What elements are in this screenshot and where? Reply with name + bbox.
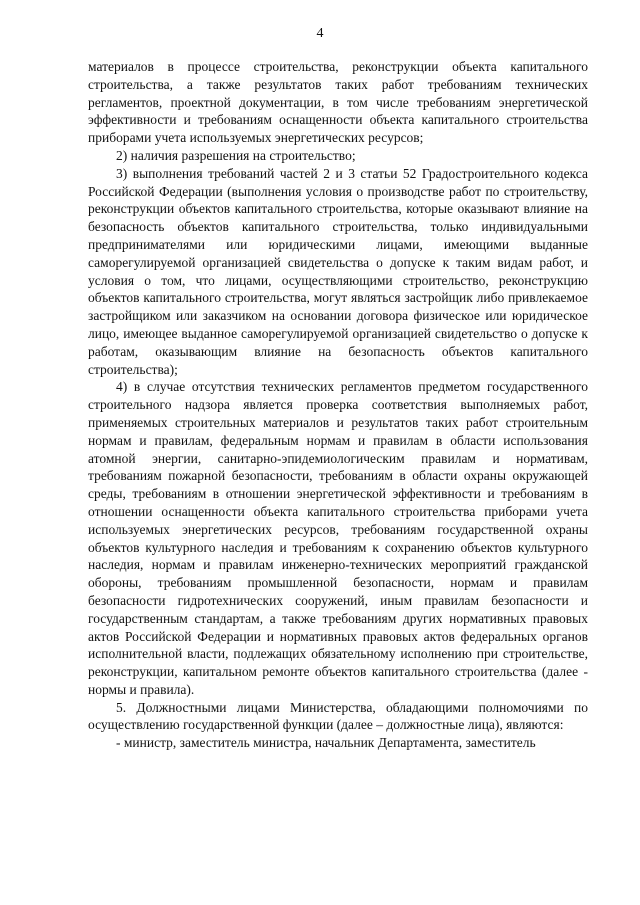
page-number: 4 bbox=[316, 26, 324, 41]
paragraph-officials-list-item: - министр, заместитель министра, начальник Департамента, заместитель bbox=[116, 735, 536, 751]
paragraph-permit: 2) наличия разрешения на строительство; bbox=[116, 147, 356, 163]
document-body bbox=[88, 58, 588, 752]
paragraph-no-regulations: 4) в случае отсутствия технических регламентов предметом государственного строительного надзора является проверка соответствия выполняемых работ, применяемых строительных материалов и результатов таких работ строительным нормам и правилам, федеральным нормам и правилам в области использования атомной энергии, санитарно-эпидемиологическим правилам и нормативам, требованиям пожарной безопасности, требованиям в области охраны окружающей среды, требованиям в отношении энергетической эффективности и требованиям в отношении оснащенности объекта капитального строительства приборами учета используемых энергетических ресурсов, требованиям государственной охраны объектов культурного наследия и требованиям к сохранению объектов культурного наследия, нормам и правилам инженерно-технических мероприятий гражданской обороны, требованиям промышленной безопасности, нормам и правилам безопасности гидротехнических сооружений, иным правилам безопасности и государственным стандартам, а также требованиям других нормативных правовых актов Российской Федерации и нормативных правовых актов федеральных органов исполнительной власти, подлежащих обязательному исполнению при строительстве, реконструкции, капитальном ремонте объектов капитального строительства (далее - нормы и правила). bbox=[88, 379, 588, 697]
paragraph-building-materials: материалов в процессе строительства, реконструкции объекта капитального строительства, а также результатов таких работ требованиям технических регламентов, проектной документации, в том числе требованиям энергетической эффективности и требованиям оснащенности объекта капитального строительства приборами учета используемых энергетических ресурсов; bbox=[88, 59, 588, 146]
paragraph-officials: 5. Должностными лицами Министерства, обладающими полномочиями по осуществлению государственной функции (далее – должностные лица), являются: bbox=[88, 699, 588, 733]
paragraph-article-52: 3) выполнения требований частей 2 и 3 статьи 52 Градостроительного кодекса Российской Федерации (выполнения условия о производстве работ по строительству, реконструкции объектов капитального строительства, которые оказывают влияние на безопасность объектов капитального строительства, только индивидуальными предпринимателями или юридическими лицами, имеющими выданные саморегулируемой организацией свидетельства о допуске к таким видам работ, и условия о том, что лицами, осуществляющими строительство, реконструкцию объектов капитального строительства, могут являться застройщик либо привлекаемое застройщиком или заказчиком на основании договора физическое или юридическое лицо, имеющее выданное саморегулируемой организацией свидетельство о допуске к работам, оказывающим влияние на безопасность объектов капитального строительства); bbox=[88, 165, 588, 377]
